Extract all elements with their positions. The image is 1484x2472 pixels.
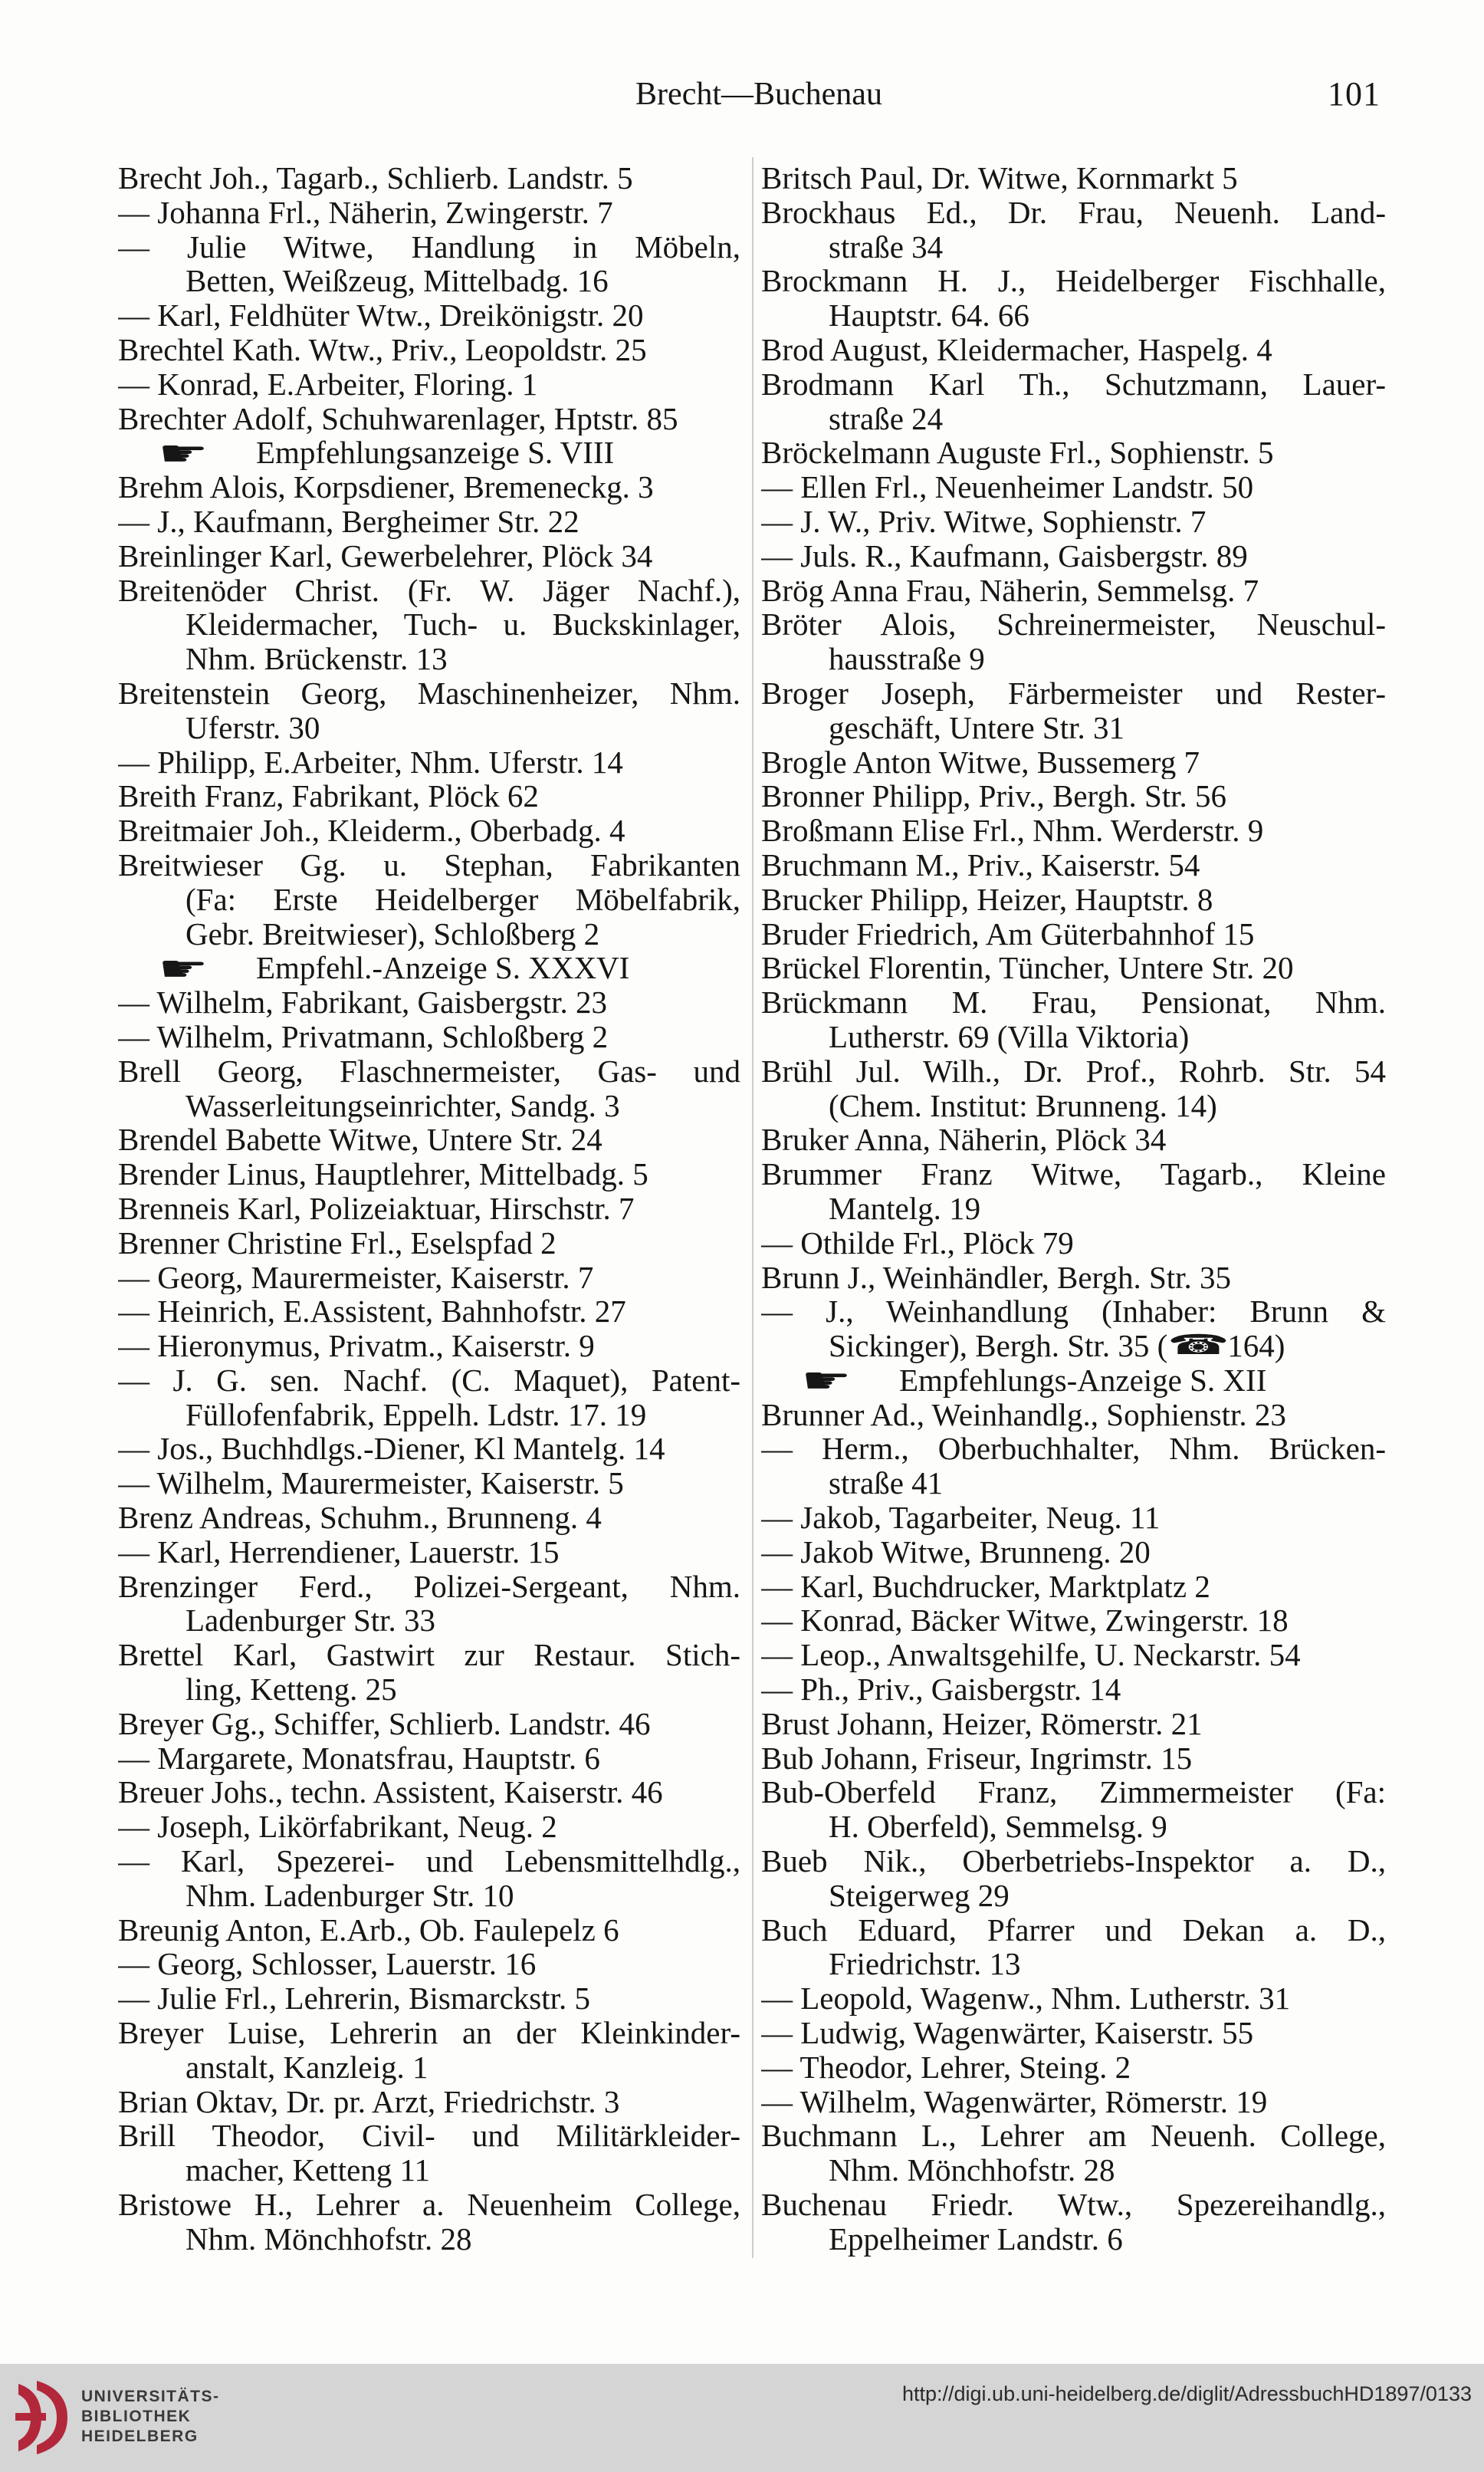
entry-line: — J., Kaufmann, Bergheimer Str. 22	[118, 504, 579, 539]
entry-line: Brenneis Karl, Polizeiaktuar, Hirschstr. 7	[118, 1191, 635, 1226]
entry-line: Breitwieser Gg. u. Stephan, Fabrikanten	[118, 847, 740, 883]
entry-line: Brummer Franz Witwe, Tagarb., Kleine	[761, 1157, 1386, 1192]
entry-line: Bruder Friedrich, Am Güterbahnhof 15	[761, 916, 1255, 952]
entry-line: — Philipp, E.Arbeiter, Nhm. Uferstr. 14	[118, 745, 623, 780]
entry-line: Brockmann H. J., Heidelberger Fischhalle,	[761, 264, 1386, 299]
entry-line: — Leopold, Wagenw., Nhm. Lutherstr. 31	[761, 1981, 1291, 2017]
entry-line: Buch Eduard, Pfarrer und Dekan a. D.,	[761, 1912, 1386, 1948]
directory-entry	[761, 1054, 1386, 1123]
advertisement-reference	[761, 1363, 1386, 1398]
directory-entry	[118, 1947, 740, 1981]
directory-entry	[118, 196, 740, 230]
directory-entry	[118, 1329, 740, 1363]
directory-entry	[118, 1741, 740, 1776]
column-divider	[752, 157, 753, 2258]
entry-line: — Heinrich, E.Assistent, Bahnhofstr. 27	[118, 1294, 626, 1330]
directory-entry	[118, 1638, 740, 1707]
directory-entry	[761, 1535, 1386, 1570]
directory-entry	[761, 2119, 1386, 2188]
page-number: 101	[1328, 75, 1381, 113]
directory-entry	[761, 1501, 1386, 1535]
directory-entry	[761, 607, 1386, 676]
entry-line: Bruchmann M., Priv., Kaiserstr. 54	[761, 847, 1200, 883]
directory-entry	[761, 264, 1386, 333]
directory-entry	[761, 1741, 1386, 1776]
entry-continuation-line: Betten, Weißzeug, Mittelbadg. 16	[186, 264, 609, 299]
entry-continuation-line: Uferstr. 30	[186, 710, 320, 745]
directory-entry	[118, 1261, 740, 1295]
library-name	[81, 2387, 220, 2447]
entry-continuation-line: straße 34	[829, 229, 944, 265]
running-head: Brecht—Buchenau	[635, 77, 882, 112]
directory-entry	[761, 883, 1386, 917]
directory-entry	[118, 1054, 740, 1123]
directory-entry	[761, 745, 1386, 780]
telephone-icon	[1167, 1329, 1267, 1363]
directory-entry	[118, 779, 740, 814]
directory-entry	[118, 1570, 740, 1639]
entry-line: Broger Joseph, Färbermeister und Rester-	[761, 676, 1386, 711]
entry-line	[761, 1363, 1386, 1398]
directory-entry	[761, 1913, 1386, 1982]
entry-line: Bröckelmann Auguste Frl., Sophienstr. 5	[761, 436, 1274, 471]
entry-line: Breitenstein Georg, Maschinenheizer, Nhm.	[118, 676, 740, 711]
directory-entry	[118, 298, 740, 333]
entry-continuation-line: geschäft, Untere Str. 31	[829, 710, 1124, 745]
entry-line: — Wilhelm, Maurermeister, Kaiserstr. 5	[118, 1466, 624, 1501]
entry-continuation-line: Nhm. Brückenstr. 13	[186, 642, 448, 676]
entry-line: — Othilde Frl., Plöck 79	[761, 1225, 1074, 1261]
directory-entry	[761, 333, 1386, 367]
entry-line: Brogle Anton Witwe, Bussemerg 7	[761, 745, 1200, 780]
entry-line: Buchmann L., Lehrer am Neuenh. College,	[761, 2119, 1386, 2154]
entry-line: Bueb Nik., Oberbetriebs-Inspektor a. D.,	[761, 1844, 1386, 1879]
directory-entry	[761, 2188, 1386, 2257]
source-url: http://digi.ub.uni-heidelberg.de/diglit/AdressbuchHD1897/0133	[901, 2382, 1472, 2405]
entry-line: Bronner Philipp, Priv., Bergh. Str. 56	[761, 779, 1227, 814]
directory-entry	[761, 1432, 1386, 1501]
entry-text: Empfehlungs-Anzeige S. XII	[899, 1363, 1267, 1398]
entry-continuation-line: Ladenburger Str. 33	[186, 1603, 436, 1639]
directory-entry	[761, 779, 1386, 814]
entry-line: — Johanna Frl., Näherin, Zwingerstr. 7	[118, 195, 613, 230]
directory-entry	[118, 333, 740, 367]
directory-entry	[761, 367, 1386, 436]
directory-entry	[761, 951, 1386, 985]
directory-entry	[761, 848, 1386, 883]
directory-entry	[118, 574, 740, 676]
entry-text: Empfehl.-Anzeige S. XXXVI	[256, 951, 630, 986]
entry-line: — Karl, Herrendiener, Lauerstr. 15	[118, 1534, 560, 1570]
entry-line: Brod August, Kleidermacher, Haspelg. 4	[761, 332, 1272, 367]
entry-line: Brunner Ad., Weinhandlg., Sophienstr. 23	[761, 1397, 1286, 1432]
directory-entry	[118, 1913, 740, 1948]
entry-line: Breunig Anton, E.Arb., Ob. Faulepelz 6	[118, 1912, 619, 1948]
entry-line: Brettel Karl, Gastwirt zur Restaur. Stich-	[118, 1638, 740, 1673]
entry-line: — Hieronymus, Privatm., Kaiserstr. 9	[118, 1329, 595, 1363]
directory-entry	[118, 1123, 740, 1157]
library-name-line: BIBLIOTHEK	[81, 2408, 192, 2425]
directory-entry	[118, 1192, 740, 1226]
entry-line: Brechtel Kath. Wtw., Priv., Leopoldstr. 25	[118, 332, 647, 367]
directory-entry	[761, 1398, 1386, 1432]
pointing-hand-icon	[158, 436, 281, 470]
entry-line: Bristowe H., Lehrer a. Neuenheim College,	[118, 2188, 740, 2222]
entry-line: Bruker Anna, Näherin, Plöck 34	[761, 1123, 1167, 1158]
entry-line: — Margarete, Monatsfrau, Hauptstr. 6	[118, 1741, 600, 1776]
entry-line: — Wilhelm, Privatmann, Schloßberg 2	[118, 1019, 609, 1054]
directory-entry	[118, 1844, 740, 1913]
footer-bar	[0, 2364, 1484, 2472]
directory-entry	[118, 230, 740, 299]
entry-text: 164)	[1227, 1329, 1285, 1363]
entry-line: — Wilhelm, Fabrikant, Gaisbergstr. 23	[118, 985, 607, 1020]
library-name-line: UNIVERSITÄTS-	[81, 2388, 220, 2405]
entry-line: Brunn J., Weinhändler, Bergh. Str. 35	[761, 1260, 1232, 1295]
entry-line: Breith Franz, Fabrikant, Plöck 62	[118, 779, 539, 814]
advertisement-reference	[118, 951, 740, 985]
entry-line: Brühl Jul. Wilh., Dr. Prof., Rohrb. Str. 54	[761, 1054, 1386, 1089]
entry-line: Bröter Alois, Schreinermeister, Neuschul-	[761, 607, 1386, 643]
entry-line: Brenzinger Ferd., Polizei-Sergeant, Nhm.	[118, 1569, 740, 1604]
entry-text: Sickinger), Bergh. Str. 35 (	[829, 1329, 1168, 1363]
directory-entry	[118, 1535, 740, 1570]
entry-continuation-line: macher, Ketteng 11	[186, 2153, 431, 2188]
entry-continuation-line: Nhm. Ladenburger Str. 10	[186, 1878, 514, 1913]
entry-continuation-line: (Chem. Institut: Brunneng. 14)	[829, 1088, 1217, 1123]
directory-entry	[761, 1638, 1386, 1672]
entry-line: — Wilhelm, Wagenwärter, Römerstr. 19	[761, 2084, 1268, 2119]
directory-entry	[761, 1603, 1386, 1638]
entry-line: — Ph., Priv., Gaisbergstr. 14	[761, 1672, 1121, 1707]
directory-entry	[761, 196, 1386, 265]
directory-entry	[761, 2016, 1386, 2050]
directory-entry	[118, 161, 740, 196]
entry-line: Brecht Joh., Tagarb., Schlierb. Landstr. 5	[118, 161, 633, 196]
pointing-hand-icon	[158, 952, 281, 985]
entry-line: — J. W., Priv. Witwe, Sophienstr. 7	[761, 504, 1207, 539]
directory-entry	[761, 1570, 1386, 1604]
entry-line: — Jos., Buchhdlgs.-Diener, Kl Mantelg. 14	[118, 1432, 665, 1467]
directory-entry	[118, 2188, 740, 2257]
directory-entry	[118, 402, 740, 436]
entry-line: — Konrad, E.Arbeiter, Floring. 1	[118, 367, 538, 402]
directory-entry	[118, 745, 740, 780]
entry-continuation-line: hausstraße 9	[829, 642, 985, 676]
entry-line: Brenner Christine Frl., Eselspfad 2	[118, 1225, 556, 1261]
entry-line: Brenz Andreas, Schuhm., Brunneng. 4	[118, 1501, 602, 1535]
directory-entry	[761, 1226, 1386, 1261]
entry-continuation-line	[761, 1329, 1386, 1363]
entry-line: — Jakob Witwe, Brunneng. 20	[761, 1534, 1151, 1570]
entry-line	[118, 436, 740, 470]
entry-line: — Karl, Spezerei- und Lebensmittelhdlg.,	[118, 1844, 740, 1879]
directory-entry	[761, 436, 1386, 470]
entry-line: Breinlinger Karl, Gewerbelehrer, Plöck 34	[118, 538, 653, 574]
entry-continuation-line: Lutherstr. 69 (Villa Viktoria)	[829, 1019, 1190, 1054]
directory-entry	[761, 985, 1386, 1054]
directory-entry	[761, 505, 1386, 539]
directory-entry	[118, 1226, 740, 1261]
entry-line: — Juls. R., Kaufmann, Gaisbergstr. 89	[761, 538, 1248, 574]
directory-entry	[118, 985, 740, 1020]
directory-entry	[118, 1432, 740, 1466]
directory-entry	[118, 814, 740, 848]
entry-line: — Leop., Anwaltsgehilfe, U. Neckarstr. 54	[761, 1638, 1301, 1673]
directory-entry	[761, 1261, 1386, 1295]
entry-continuation-line: straße 24	[829, 401, 944, 436]
directory-entry	[761, 1775, 1386, 1844]
directory-entry	[761, 539, 1386, 574]
entry-line: — Konrad, Bäcker Witwe, Zwingerstr. 18	[761, 1603, 1289, 1639]
directory-entry	[118, 470, 740, 505]
entry-line: Brill Theodor, Civil- und Militärkleider-	[118, 2119, 740, 2154]
directory-entry	[118, 1501, 740, 1535]
entry-continuation-line: Gebr. Breitwieser), Schloßberg 2	[186, 916, 600, 952]
entry-line: — Karl, Feldhüter Wtw., Dreikönigstr. 20	[118, 298, 644, 333]
entry-continuation-line: Eppelheimer Landstr. 6	[829, 2221, 1123, 2257]
entry-line: Brehm Alois, Korpsdiener, Bremeneckg. 3	[118, 470, 654, 505]
entry-continuation-line: Wasserleitungseinrichter, Sandg. 3	[186, 1088, 620, 1123]
directory-entry	[118, 676, 740, 745]
entry-continuation-line: Hauptstr. 64. 66	[829, 298, 1029, 333]
directory-entry	[118, 1294, 740, 1329]
directory-entry	[761, 574, 1386, 608]
entry-continuation-line: (Fa: Erste Heidelberger Möbelfabrik,	[186, 882, 740, 917]
directory-entry	[761, 161, 1386, 196]
entry-line: Buchenau Friedr. Wtw., Spezereihandlg.,	[761, 2188, 1386, 2222]
advertisement-reference	[118, 436, 740, 470]
entry-continuation-line: Kleidermacher, Tuch- u. Buckskinlager,	[186, 607, 740, 643]
directory-entry	[118, 1020, 740, 1054]
directory-entry	[761, 814, 1386, 848]
directory-entry	[118, 2085, 740, 2119]
library-name-line: HEIDELBERG	[81, 2428, 199, 2445]
directory-entry	[761, 1672, 1386, 1707]
entry-continuation-line: Mantelg. 19	[829, 1191, 981, 1226]
right-column	[761, 161, 1386, 2257]
directory-entry	[761, 1981, 1386, 2016]
directory-entry	[761, 1123, 1386, 1157]
entry-line: — Julie Witwe, Handlung in Möbeln,	[118, 229, 740, 265]
entry-line: Breyer Luise, Lehrerin an der Kleinkinder-	[118, 2016, 740, 2050]
entry-line: — Ellen Frl., Neuenheimer Landstr. 50	[761, 470, 1254, 505]
directory-entry	[118, 1363, 740, 1432]
entry-continuation-line: Steigerweg 29	[829, 1878, 1010, 1913]
library-logo-icon	[14, 2378, 72, 2457]
directory-entry	[761, 1844, 1386, 1913]
logo-shape	[15, 2413, 46, 2421]
entry-continuation-line: Füllofenfabrik, Eppelh. Ldstr. 17. 19	[186, 1397, 647, 1432]
entry-line: Britsch Paul, Dr. Witwe, Kornmarkt 5	[761, 161, 1238, 196]
entry-line: — J. G. sen. Nachf. (C. Maquet), Patent-	[118, 1363, 740, 1398]
directory-entry	[761, 2085, 1386, 2119]
pointing-hand-icon	[801, 1363, 924, 1397]
entry-line: Broßmann Elise Frl., Nhm. Werderstr. 9	[761, 814, 1264, 848]
entry-line: — Georg, Maurermeister, Kaiserstr. 7	[118, 1260, 594, 1295]
directory-entry	[118, 848, 740, 951]
entry-continuation-line: H. Oberfeld), Semmelsg. 9	[829, 1810, 1167, 1845]
directory-entry	[118, 1707, 740, 1741]
entry-line: Brückel Florentin, Tüncher, Untere Str. 20	[761, 951, 1294, 986]
entry-line: — J., Weinhandlung (Inhaber: Brunn &	[761, 1294, 1386, 1330]
entry-line: Breuer Johs., techn. Assistent, Kaiserstr. 46	[118, 1775, 663, 1810]
entry-line: Breyer Gg., Schiffer, Schlierb. Landstr. 46	[118, 1706, 651, 1741]
entry-continuation-line: Nhm. Mönchhofstr. 28	[186, 2221, 472, 2257]
directory-entry	[761, 1157, 1386, 1226]
entry-line: — Georg, Schlosser, Lauerstr. 16	[118, 1947, 537, 1982]
entry-continuation-line: straße 41	[829, 1466, 944, 1501]
entry-continuation-line: anstalt, Kanzleig. 1	[186, 2050, 428, 2085]
directory-entry	[761, 676, 1386, 745]
directory-entry	[118, 1466, 740, 1501]
directory-entry	[761, 2050, 1386, 2085]
entry-line: — Ludwig, Wagenwärter, Kaiserstr. 55	[761, 2016, 1254, 2050]
entry-line: Brian Oktav, Dr. pr. Arzt, Friedrichstr. 3	[118, 2084, 620, 2119]
directory-entry	[118, 1810, 740, 1844]
entry-line: Brender Linus, Hauptlehrer, Mittelbadg. 5	[118, 1157, 648, 1192]
entry-continuation-line: ling, Ketteng. 25	[186, 1672, 397, 1707]
entry-line: Bub-Oberfeld Franz, Zimmermeister (Fa:	[761, 1775, 1386, 1810]
entry-line: Brust Johann, Heizer, Römerstr. 21	[761, 1706, 1203, 1741]
directory-entry	[118, 1775, 740, 1810]
directory-entry	[118, 1981, 740, 2016]
entry-line: Bub Johann, Friseur, Ingrimstr. 15	[761, 1741, 1193, 1776]
directory-entry	[118, 2119, 740, 2188]
entry-line: Brendel Babette Witwe, Untere Str. 24	[118, 1123, 602, 1158]
directory-entry	[118, 505, 740, 539]
entry-line: Brodmann Karl Th., Schutzmann, Lauer-	[761, 367, 1386, 402]
entry-line: Brückmann M. Frau, Pensionat, Nhm.	[761, 985, 1386, 1020]
directory-entry	[761, 917, 1386, 952]
entry-continuation-line: Nhm. Mönchhofstr. 28	[829, 2153, 1115, 2188]
directory-entry	[761, 470, 1386, 505]
directory-entry	[118, 539, 740, 574]
entry-line: Breitmaier Joh., Kleiderm., Oberbadg. 4	[118, 814, 625, 848]
entry-line: — Theodor, Lehrer, Steing. 2	[761, 2050, 1131, 2085]
entry-line: — Karl, Buchdrucker, Marktplatz 2	[761, 1569, 1210, 1604]
directory-entry	[761, 1707, 1386, 1741]
directory-entry	[118, 1157, 740, 1192]
left-column	[118, 161, 740, 2257]
entry-line: Brell Georg, Flaschnermeister, Gas- und	[118, 1054, 740, 1089]
entry-line: — Herm., Oberbuchhalter, Nhm. Brücken-	[761, 1432, 1386, 1467]
entry-line: Brockhaus Ed., Dr. Frau, Neuenh. Land-	[761, 195, 1386, 230]
directory-entry	[118, 2016, 740, 2085]
entry-continuation-line: Friedrichstr. 13	[829, 1947, 1021, 1982]
directory-entry	[761, 1294, 1386, 1363]
entry-line	[118, 951, 740, 985]
entry-line: — Jakob, Tagarbeiter, Neug. 11	[761, 1501, 1161, 1535]
entry-line: Brechter Adolf, Schuhwarenlager, Hptstr. 85	[118, 401, 678, 436]
entry-line: Brucker Philipp, Heizer, Hauptstr. 8	[761, 882, 1213, 917]
entry-line: Breitenöder Christ. (Fr. W. Jäger Nachf.),	[118, 573, 740, 608]
entry-line: — Julie Frl., Lehrerin, Bismarckstr. 5	[118, 1981, 591, 2017]
entry-text: Empfehlungsanzeige S. VIII	[256, 436, 615, 471]
directory-entry	[118, 367, 740, 402]
entry-line: — Joseph, Likörfabrikant, Neug. 2	[118, 1810, 557, 1845]
entry-line: Brög Anna Frau, Näherin, Semmelsg. 7	[761, 573, 1259, 608]
